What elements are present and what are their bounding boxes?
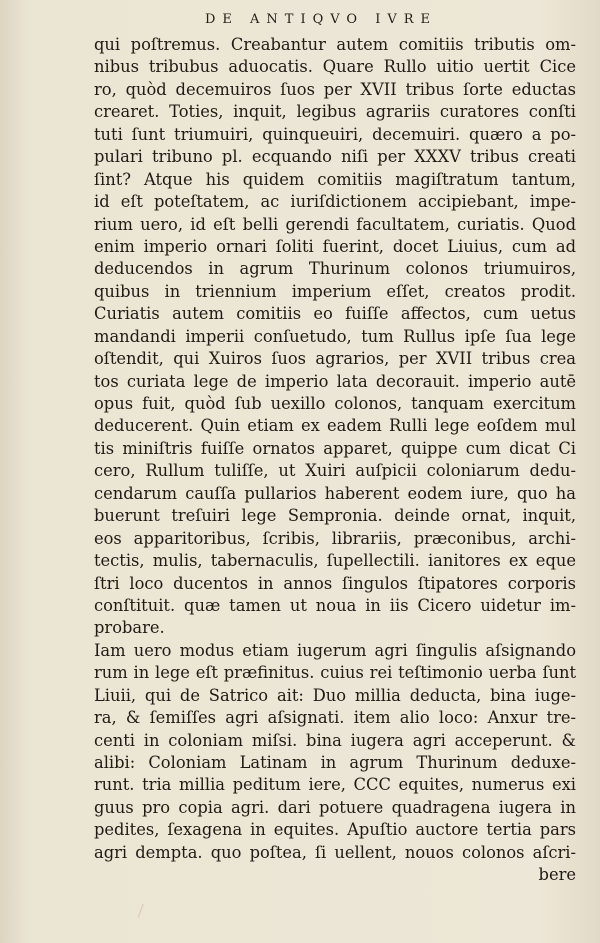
text-line: cendarum cauſſa pullarios haberent eodem iure, quo ha <box>94 483 576 503</box>
text-line: id eſt poteſtatem, ac iuriſdictionem accipiebant, impe- <box>94 192 576 212</box>
text-line: oſtendit, qui Xuiros ſuos agrarios, per XVII tribus crea <box>94 349 576 369</box>
text-line: tuti ſunt triumuiri, quinqueuiri, decemuiri. quæro a po- <box>94 124 576 144</box>
text-line: crearet. Toties, inquit, legibus agrariis curatores conſti <box>94 102 576 122</box>
text-line: pedites, ſexagena in equites. Apuſtio auctore tertia pars <box>94 820 576 840</box>
text-line: pulari tribuno pl. ecquando niſi per XXXV tribus creati <box>94 147 576 167</box>
text-line: opus fuit, quòd ſub uexillo colonos, tanquam exercitum <box>94 394 576 413</box>
text-line: eos apparitoribus, ſcribis, librariis, præconibus, archi- <box>94 528 576 548</box>
text-line: conſtituit. quæ tamen ut noua in iis Cicero uidetur im- <box>94 595 576 615</box>
catchword: bere <box>538 865 576 885</box>
running-title: DE ANTIQVO IVRE <box>205 12 438 27</box>
paper-mark <box>138 904 151 920</box>
text-line: Iam uero modus etiam iugerum agri ſingulis aſsignando <box>94 640 576 660</box>
text-line: deducendos in agrum Thurinum colonos triumuiros, <box>94 259 576 279</box>
text-line: nibus tribubus aduocatis. Quare Rullo uitio uertit Cice <box>94 57 576 77</box>
text-line: alibi: Coloniam Latinam in agrum Thurinum deduxe- <box>94 753 576 772</box>
text-line: cero, Rullum tuliſſe, ut Xuiri auſpicii coloniarum dedu- <box>94 461 576 481</box>
text-line: tectis, mulis, tabernaculis, ſupellectili. ianitores ex eque <box>94 551 576 571</box>
text-line: guus pro copia agri. dari potuere quadragena iugera in <box>94 797 576 817</box>
text-line: ſint? Atque his quidem comitiis magiſtratum tantum, <box>94 169 576 189</box>
text-line: agri dempta. quo poſtea, ſi uellent, nouos colonos aſcri- <box>94 842 576 862</box>
text-line: buerunt treſuiri lege Sempronia. deinde ornat, inquit, <box>94 506 576 526</box>
text-line: runt. tria millia peditum iere, CCC equites, numerus exi <box>94 775 576 795</box>
text-line: tos curiata lege de imperio lata decorauit. imperio autē <box>94 371 576 391</box>
text-line: centi in coloniam miſsi. bina iugera agri acceperunt. & <box>94 730 576 750</box>
text-line: tis miniſtris fuiſſe ornatos apparet, quippe cum dicat Ci <box>94 438 576 458</box>
text-line: mandandi imperii conſuetudo, tum Rullus ipſe ſua lege <box>94 326 576 346</box>
page-body-text <box>94 34 576 887</box>
text-line: quibus in triennium imperium eſſet, creatos prodit. <box>94 281 576 301</box>
text-line: ſtri loco ducentos in annos ſingulos ſtipatores corporis <box>94 573 576 593</box>
text-line: Curiatis autem comitiis eo fuiſſe affectos, cum uetus <box>94 304 576 324</box>
text-line: Liuii, qui de Satrico ait: Duo millia deducta, bina iuge- <box>94 685 576 705</box>
text-line: rium uero, id eſt belli gerendi facultatem, curiatis. Quod <box>94 214 576 234</box>
text-line: enim imperio ornari ſoliti fuerint, docet Liuius, cum ad <box>94 236 576 256</box>
text-line: ro, quòd decemuiros ſuos per XVII tribus ſorte eductas <box>94 79 576 99</box>
text-line: rum in lege eſt præfinitus. cuius rei teſtimonio uerba ſunt <box>94 663 576 683</box>
text-line: ra, & ſemiſſes agri aſsignati. item alio loco: Anxur tre- <box>94 708 576 728</box>
text-line-paragraph-end: probare. <box>94 618 165 638</box>
text-line: deducerent. Quin etiam ex eadem Rulli lege eoſdem mul <box>94 416 576 436</box>
text-line: qui poſtremus. Creabantur autem comitiis tributis om- <box>94 35 576 54</box>
